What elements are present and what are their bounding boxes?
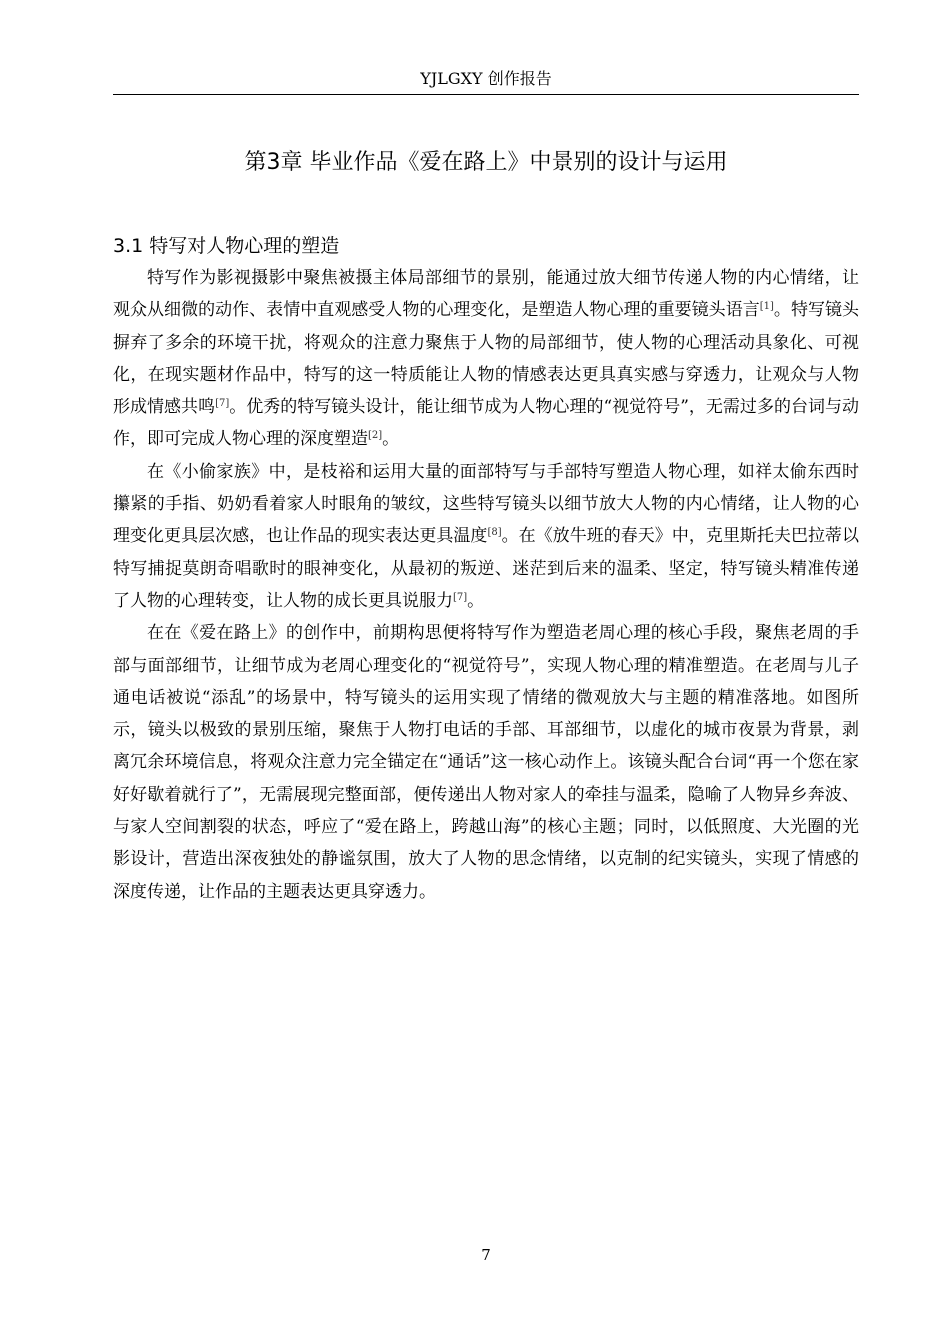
paragraph-2-text-3: 。: [467, 590, 485, 611]
paragraph-2: [113, 456, 859, 617]
chapter-title: 第3章 毕业作品《爱在路上》中景别的设计与运用: [244, 150, 728, 175]
paragraph-1-text-4: 。: [382, 429, 400, 450]
paragraph-1-text-1: 特写作为影视摄影中聚焦被摄主体局部细节的景别，能通过放大细节传递人物的内心情绪，让观众从细微的动作、表情中直观感受人物的心理变化，是塑造人物心理的重要镜头语言: [113, 268, 859, 321]
header-title: YJLGXY 创作报告: [420, 69, 552, 88]
page-header: [113, 66, 859, 95]
body-text: [113, 262, 859, 908]
paragraph-2-text-1: 在《小偷家族》中，是枝裕和运用大量的面部特写与手部特写塑造人物心理，如祥太偷东西时攥紧的手指、奶奶看着家人时眼角的皱纹，这些特写镜头以细节放大人物的内心情绪，让人物的心理变化更具层次感，也让作品的现实表达更具温度: [113, 461, 859, 547]
paragraph-3-text-1: 在在《爱在路上》的创作中，前期构思便将特写作为塑造老周心理的核心手段，聚焦老周的手部与面部细节，让细节成为老周心理变化的“视觉符号”，实现人物心理的精准塑造。在老周与儿子通电话被说“添乱”的场景中，特写镜头的运用实现了情绪的微观放大与主题的精准落地。如图所示，镜头以极致的景别压缩，聚焦于人物打电话的手部、耳部细节，以虚化的城市夜景为背景，剥离冗余环境信息，将观众注意力完全锚定在“通话”这一核心动作上。该镜头配合台词“再一个您在家好好歇着就行了”，无需展现完整面部，便传递出人物对家人的牵挂与温柔，隐喻了人物异乡奔波、与家人空间割裂的状态，呼应了“爱在路上，跨越山海”的核心主题；同时，以低照度、大光圈的光影设计，营造出深夜独处的静谧氛围，放大了人物的思念情绪，以克制的纪实镜头，实现了情感的深度传递，让作品的主题表达更具穿透力。: [113, 623, 859, 902]
paragraph-2-text-2: 。在《放牛班的春天》中，克里斯托夫巴拉蒂以特写捕捉莫朗奇唱歌时的眼神变化，从最初的叛逆、迷茫到后来的温柔、坚定，特写镜头精准传递了人物的心理转变，让人物的成长更具说服力: [113, 526, 860, 611]
citation-7: [7]: [215, 398, 230, 410]
paragraph-1-text-2: 。特写镜头摒弃了多余的环境干扰，将观众的注意力聚焦于人物的局部细节，使人物的心理活动具象化、可视化，在现实题材作品中，特写的这一特质能让人物的情感表达更具真实感与穿透力，让观众与人物形成情感共鸣: [113, 300, 860, 418]
citation-7b: [7]: [453, 591, 468, 603]
paragraph-1: [113, 262, 859, 456]
paragraph-1-text-3: 。优秀的特写镜头设计，能让细节成为人物心理的“视觉符号”，无需过多的台词与动作，即可完成人物心理的深度塑造: [113, 397, 859, 450]
paragraph-3: [113, 617, 859, 908]
page-number: 7: [481, 1246, 491, 1264]
citation-8: [8]: [487, 527, 502, 539]
citation-2: [2]: [368, 430, 383, 442]
section-title: 3.1 特写对人物心理的塑造: [113, 235, 340, 257]
citation-1: [1]: [759, 301, 774, 313]
